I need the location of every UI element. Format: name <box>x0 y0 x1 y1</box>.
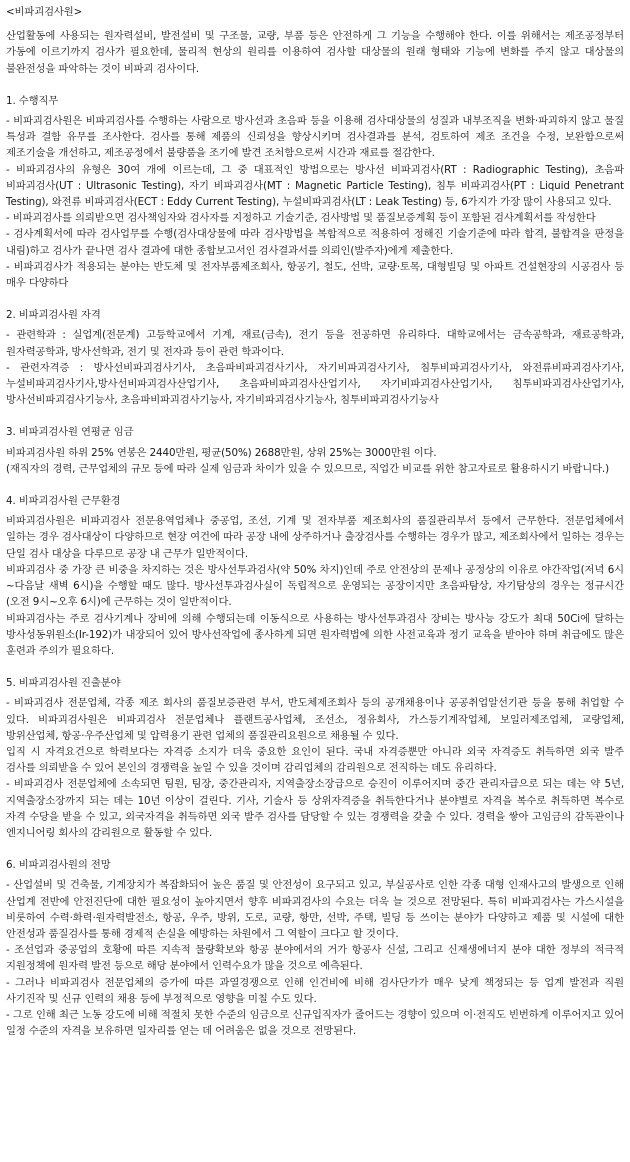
paragraph: 비파괴검사는 주로 검사기계나 장비에 의해 수행되는데 이동식으로 사용하는 방사선투과검사 장비는 방사능 강도가 최대 50Ci에 달하는 방사성동위원소(Ir-192)가 내장되어 있어 방사선작업에 종사하게 되면 원자력법에 의한 사전교육과 정기 교육을 받아야 하며 취급에도 많은 훈련과 주의가 필요하다. <box>6 612 624 657</box>
section-salary <box>6 424 624 477</box>
paragraph: - 비파괴검사 전문업체에 소속되면 팀원, 팀장, 중간관리자, 지역출장소장급으로 승진이 이루어지며 중간 관리자급으로 되는 데는 약 5년, 지역출장소장까지 되는 데는 10년 이상이 걸린다. 기사, 기술사 등 상위자격증을 취득한다거나 분야별로 자격을 복수로 취득하면 복수로 자격 수당을 받을 수 있고, 외국자격을 취득하면 외국 발주 검사를 담당할 수 있는 경쟁력을 갖출 수 있다. 경력을 쌓아 고임금의 감독관이나 엔지니어링 회사의 감리원으로 활동할 수 있다. <box>6 778 624 839</box>
paragraph: 비파괴검사 중 가장 큰 비중을 차지하는 것은 방사선투과검사(약 50% 차지)인데 주로 안전상의 문제나 공정상의 이유로 야간작업(저녁 6시~다음날 새벽 6시)을 수행할 때도 많다. 방사선투과검사실이 독립적으로 운영되는 공장이지만 초음파탐상, 자기탐상의 경우는 정규시간(오전 9시~오후 6시)에 근무하는 것이 일반적이다. <box>6 563 624 609</box>
section-heading: 6. 비파괴검사원의 전망 <box>6 859 111 872</box>
paragraph: - 비파괴검사가 적용되는 분야는 반도체 및 전자부품제조회사, 항공기, 철도, 선박, 교량·토목, 대형빌딩 및 아파트 건설현장의 시공검사 등 매우 다양하다 <box>6 260 624 290</box>
paragraph: - 검사계획서에 따라 검사업무를 수행(검사대상물에 따라 검사방법을 복합적으로 적용하여 정해진 기술기준에 따라 합격, 불합격을 판정을 내림)하고 검사가 끝나면 검사 결과에 대한 종합보고서인 검사결과서를 의뢰인(발주자)에게 제출한다. <box>6 228 624 257</box>
paragraph: - 그로 인해 최근 노동 강도에 비해 적절치 못한 수준의 임금으로 신규입직자가 줄어드는 경향이 있으며 이·전직도 빈번하게 이루어지고 있어 일정 수준의 자격을 보유하면 일자리를 얻는 데 어려움은 없을 것으로 전망된다. <box>6 1008 624 1038</box>
section-qualifications <box>6 307 624 408</box>
section-outlook <box>6 857 624 1039</box>
paragraph: - 관련자격증 : 방사선비파괴검사기사, 초음파비파괴검사기사, 자기비파괴검사기사, 침투비파괴검사기사, 와전류비파괴검사기사, 누설비파괴검사기사,방사선비파괴검사산업기사, 초음파비파괴검사산업기사, 자기비파괴검사산업기사, 침투비파괴검사산업기사, 방사선비파괴검사기능사, 초음파비파괴검사기능사, 자기비파괴검사기능사, 침투비파괴검사기능사 <box>6 361 624 407</box>
paragraph: - 조선업과 중공업의 호황에 따른 지속적 물량확보와 항공 분야에서의 거가 항공사 신설, 그리고 신재생에너지 분야 대한 정부의 적극적 지원정책에 원자력 발전 등으로 해당 분야에서 인력수요가 많을 것으로 예측된다. <box>6 944 624 973</box>
section-heading: 4. 비파괴검사원 근무환경 <box>6 495 121 508</box>
paragraph: - 비파괴검사 전문업체, 각종 제조 회사의 품질보증관련 부서, 반도체제조회사 등의 공개채용이나 공공취업알선기관 등을 통해 취업할 수 있다. 비파괴검사원은 비파괴검사 전문업체나 플랜트공사업체, 조선소, 정유회사, 가스등기계작업체, 보일러제조업체, 교량업체, 방위산업체, 항공·우주산업체 및 압력용기 관련 업체의 품질관리요원으로 채용될 수 있다. <box>6 697 624 742</box>
section-heading: 5. 비파괴검사원 진출분야 <box>6 677 121 690</box>
section-heading: 1. 수행직무 <box>6 94 59 107</box>
section-heading: 2. 비파괴검사원 자격 <box>6 309 101 322</box>
section-heading: 3. 비파괴검사원 연평균 임금 <box>6 426 134 439</box>
section-job-duties <box>6 93 624 291</box>
paragraph: 입직 시 자격요건으로 학력보다는 자격증 소지가 더욱 중요한 요인이 된다. 국내 자격증뿐만 아니라 외국 자격증도 취득하면 외국 발주 검사를 의뢰받을 수 있어 본인의 경쟁력을 높일 수 있을 것이며 감리업체의 감리원으로 전직하는 데도 유리하다. <box>6 745 624 775</box>
paragraph: 비파괴검사원은 비파괴검사 전문용역업체나 중공업, 조선, 기계 및 전자부품 제조회사의 품질관리부서 등에서 근무한다. 전문업체에서 일하는 경우 검사대상이 다양하므로 현장 여건에 따라 공장 내에 상주하거나 출장검사를 수행하는 경우가 많고, 제조회사에서 일하는 경우는 단일 검사 대상을 다루므로 공장 내 근무가 일반적이다. <box>6 515 624 560</box>
document-title: <비파괴검사원> <box>6 6 83 18</box>
paragraph: 비파괴검사원 하위 25% 연봉은 2440만원, 평균(50%) 2688만원, 상위 25%는 3000만원 이다. <box>6 446 437 459</box>
section-career-fields <box>6 675 624 841</box>
paragraph: - 산업설비 및 건축물, 기계장치가 복잡화되어 높은 품질 및 안전성이 요구되고 있고, 부실공사로 인한 각종 대형 인재사고의 발생으로 인해 산업계 전반에 안전진단에 대한 필요성이 높아지면서 향후 비파괴검사의 수요는 더욱 늘 것으로 전망된다. 특히 비파괴검사는 가스시설을 비롯하여 수력·화력·원자력발전소, 항공, 우주, 방위, 도로, 교량, 항만, 선박, 주택, 빌딩 등 쓰이는 분야가 다양하고 제품 및 시설에 대한 안전성과 품질검사를 통해 경제적 손실을 예방하는 차원에서 그 역할이 크다고 할 것이다. <box>6 879 624 940</box>
paragraph: (재직자의 경력, 근무업체의 규모 등에 따라 실제 임금과 차이가 있을 수 있으므로, 직업간 비교를 위한 참고자료로 활용하시기 바랍니다.) <box>6 462 610 475</box>
paragraph: - 비파괴검사를 의뢰받으면 검사책임자와 검사자를 지정하고 기술기준, 검사방법 및 품질보증계획 등이 포함된 검사계획서를 작성한다 <box>6 212 596 225</box>
paragraph: - 비파괴검사의 유형은 30여 개에 이르는데, 그 중 대표적인 방법으로는 방사선 비파괴검사(RT : Radiographic Testing), 초음파 비파괴검사(UT : Ultrasonic Testing), 자기 비파괴검사(MT : Magnetic Particle Testing), 침투 비파괴검사(PT : Liquid Penetrant Testing), 와전류 비파괴검사(ECT : Eddy Current Testing), 누설비파괴검사(LT : Leak Testing) 등, 6가지가 가장 많이 사용되고 있다. <box>6 163 624 209</box>
intro-paragraph: 산업활동에 사용되는 원자력설비, 발전설비 및 구조물, 교량, 부품 등은 안전하게 그 기능을 수행해야 한다. 이를 위해서는 제조공정부터 가동에 이르기까지 검사가 필요한데, 물리적 현상의 원리를 이용하여 검사할 대상물의 원래 형태와 기능에 변화를 주지 않고 대상물의 불완전성을 파악하는 것이 비파괴 검사이다. <box>6 30 624 75</box>
paragraph: - 그러나 비파괴검사 전문업체의 증가에 따른 과열경쟁으로 인해 인건비에 비해 검사단가가 매우 낮게 책정되는 등 업계 발전과 직원 사기진작 및 신규 인력의 채용 등에 부정적으로 영향을 미칠 수도 있다. <box>6 976 624 1005</box>
section-work-environment <box>6 493 624 659</box>
paragraph: - 비파괴검사원은 비파괴검사를 수행하는 사람으로 방사선과 초음파 등을 이용해 검사대상물의 성질과 내부조직을 변화·파괴하지 않고 물질 특성과 결함 유무를 조사한다. 검사를 통해 제품의 신뢰성을 향상시키며 검사결과를 분석, 검토하여 제조 조건을 수정, 보완함으로써 제조기술을 개선하고, 제조공정에서 불량품을 조기에 발견 조처함으로써 시간과 재료를 절감한다. <box>6 115 624 160</box>
paragraph: - 관련학과 : 실업계(전문계) 고등학교에서 기계, 재료(금속), 전기 등을 전공하면 유리하다. 대학교에서는 금속공학과, 재료공학과, 원자력공학과, 방사선학과, 전기 및 전자과 등이 관련 학과이다. <box>6 329 624 358</box>
